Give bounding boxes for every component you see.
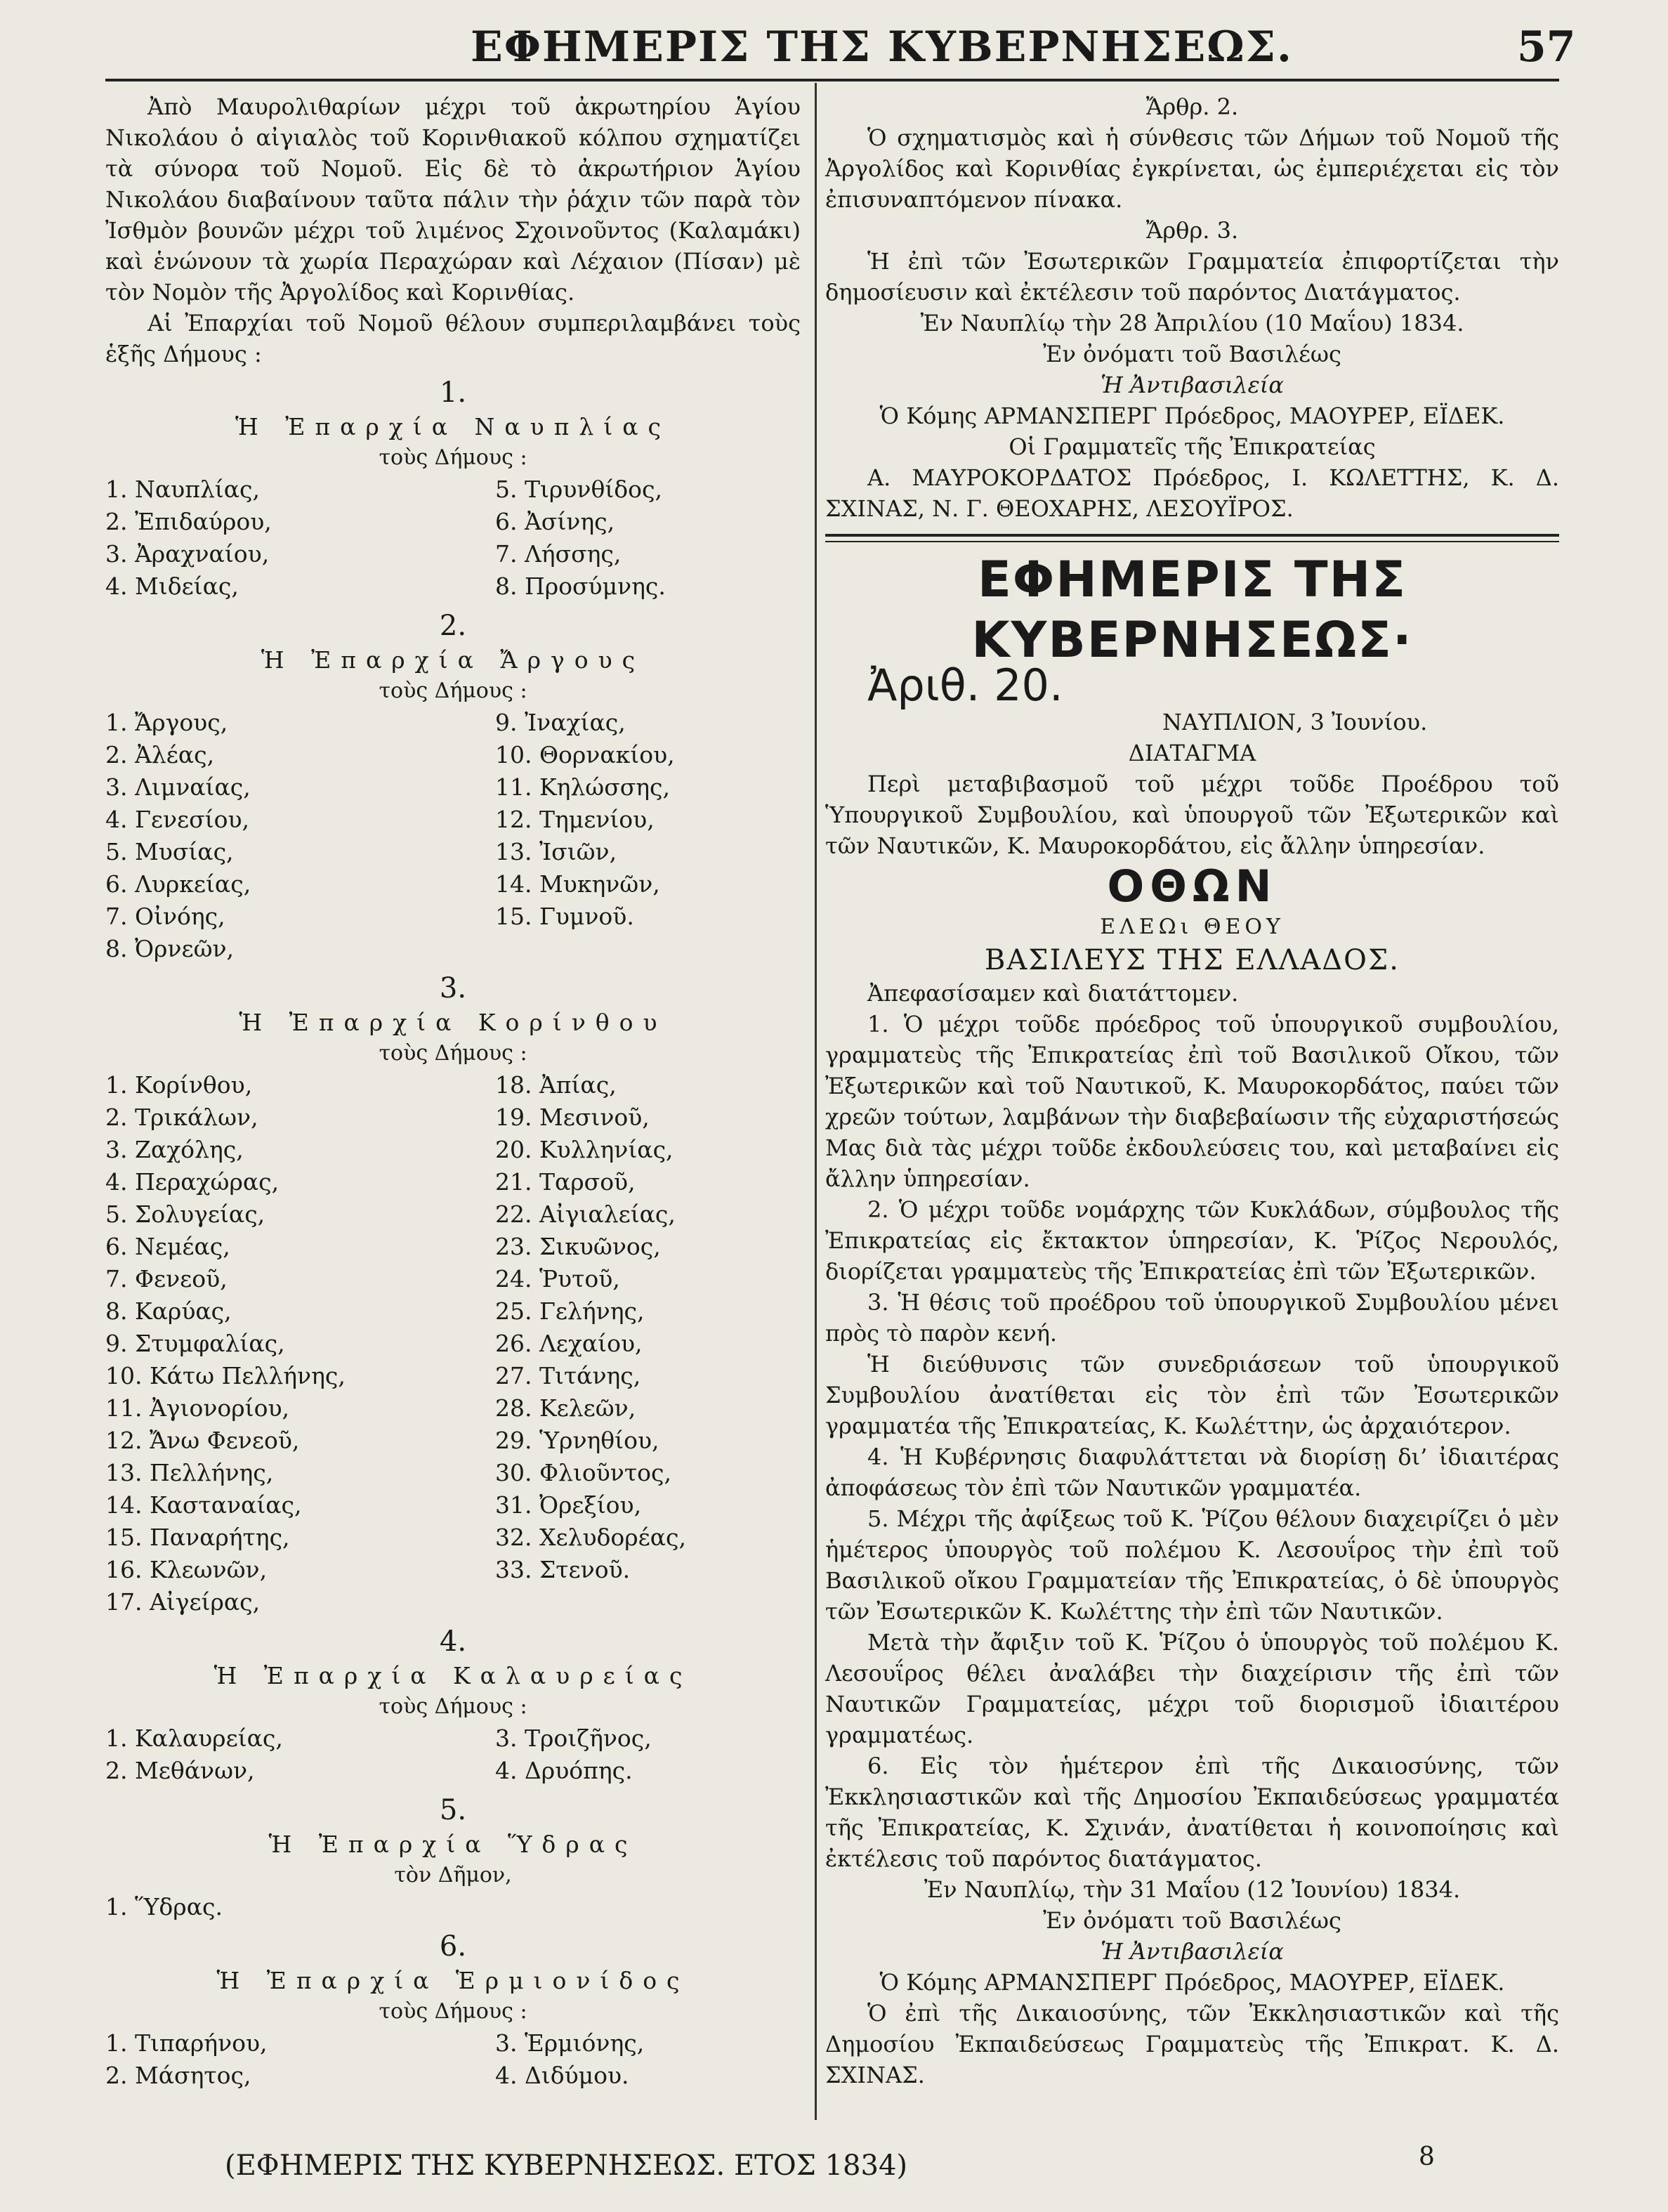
table-row [105,1554,801,1586]
table-row [105,836,801,868]
table-row [105,1586,801,1618]
table-row [105,1328,801,1360]
page-number: 57 [1517,22,1576,72]
article-2-heading: Ἄρθρ. 2. [1145,93,1239,120]
right-column [825,91,1559,2090]
regency-1: Ἡ Ἀντιβασιλεία [1101,372,1284,398]
eparchy-subtitle: τοὺς Δήμους : [379,1041,527,1066]
table-row [105,1198,801,1231]
demos-cell: 4. Γενεσίου, [105,806,250,833]
eparchy-sections [105,374,801,2092]
secretaries-names: Α. ΜΑΥΡΟΚΟΡΔΑΤΟΣ Πρόεδρος, Ι. ΚΩΛΕΤΤΗΣ, Κ. Δ. ΣΧΙΝΑΣ, Ν. Γ. ΘΕΟΧΑΡΗΣ, ΛΕΣΟΥΪΡΟΣ. [825,464,1559,522]
demos-cell: 11. Ἀγιονορίου, [105,1394,290,1422]
demos-cell: 14. Μυκηνῶν, [495,870,660,898]
table-row [105,1069,801,1101]
demos-cell: 3. Ἀραχναίου, [105,540,270,568]
left-column [105,91,801,2092]
closing-signature: Ὁ ἐπὶ τῆς Δικαιοσύνης, τῶν Ἐκκλησιαστικῶν καὶ τῆς Δημοσίου Ἐκπαιδεύσεως Γραμματεὺς τῆς Ἐπικρατ. Κ. Δ. ΣΧΙΝΑΣ. [825,2000,1559,2088]
table-row [105,901,801,933]
demos-cell: 6. Λυρκείας, [105,870,251,898]
demoi-table [105,1069,801,1618]
demos-cell: 7. Λήσσης, [495,540,622,568]
table-row [105,868,801,901]
decree-paragraph: 4. Ἡ Κυβέρνησις διαφυλάττεται νὰ διορίσῃ δι’ ἰδιαιτέρας ἀποφάσεως τὸν ἐπὶ τῶν Ναυτικῶν γραμματέα. [825,1444,1559,1501]
table-row [105,1166,801,1198]
demos-cell: 32. Χελυδορέας, [495,1524,687,1551]
demos-cell: 1. Ὕδρας. [105,1893,223,1920]
table-row [105,1134,801,1166]
section-number: 2. [439,610,467,642]
demos-cell: 25. Γελήνης, [495,1297,645,1325]
demos-cell: 29. Ὑρνηθίου, [495,1427,659,1454]
demos-cell: 2. Μεθάνων, [105,1757,255,1784]
demos-cell: 12. Ἄνω Φενεοῦ, [105,1427,300,1454]
demos-cell: 5. Μυσίας, [105,838,234,865]
in-name-of-king-1: Ἐν ὀνόματι τοῦ Βασιλέως [1043,341,1341,367]
table-row [105,473,801,506]
king-name: ΟΘΩΝ [1107,860,1278,912]
demoi-table [105,707,801,965]
diatagma-heading: ΔΙΑΤΑΓΜΑ [1128,740,1256,766]
demos-cell: 6. Νεμέας, [105,1233,230,1260]
section-number: 6. [439,1930,467,1963]
table-row [105,1521,801,1554]
regents-1: Ὁ Κόμης ΑΡΜΑΝΣΠΕΡΓ Πρόεδρος, ΜΑΟΥΡΕΡ, ΕΪΔΕΚ. [879,403,1505,429]
table-row [105,739,801,771]
eparchies-intro: Αἱ Ἐπαρχίαι τοῦ Νομοῦ θέλουν συμπεριλαμβάνει τοὺς ἑξῆς Δήμους : [105,310,801,367]
decree-subject: Περὶ μεταβιβασμοῦ τοῦ μέχρι τοῦδε Προέδρου τοῦ Ὑπουργικοῦ Συμβουλίου, καὶ ὑπουργοῦ τῶν Ἐξωτερικῶν καὶ τῶν Ναυτικῶν, Κ. Μαυροκορδάτου, εἰς ἄλλην ὑπηρεσίαν. [825,771,1559,859]
table-row [105,1722,801,1755]
eparchy-title: Ἡ Ἐπαρχία Κορίνθου [239,1009,667,1036]
table-row [105,1425,801,1457]
table-row [105,538,801,570]
demos-cell: 13. Πελλήνης, [105,1459,274,1486]
sheet-number: 8 [1419,2142,1435,2171]
demos-cell: 1. Κορίνθου, [105,1071,253,1099]
demos-cell: 9. Ἰναχίας, [495,709,626,736]
demos-cell: 3. Ζαχόλης, [105,1136,244,1163]
header-rule [105,79,1559,81]
decree-date-1: Ἐν Ναυπλίῳ τὴν 28 Ἀπριλίου (10 Μαΐου) 1834. [920,310,1464,336]
demos-cell: 20. Κυλληνίας, [495,1136,674,1163]
demos-cell: 7. Φενεοῦ, [105,1265,228,1292]
table-row [105,1755,801,1787]
demos-cell: 27. Τιτάνης, [495,1362,641,1389]
demoi-table [105,1722,801,1787]
page-header [0,0,1668,77]
demos-cell: 5. Σολυγείας, [105,1200,265,1228]
decide-line: Ἀπεφασίσαμεν καὶ διατάττομεν. [867,980,1239,1007]
article-2-text: Ὁ σχηματισμὸς καὶ ἡ σύνθεσις τῶν Δήμων τοῦ Νομοῦ τῆς Ἀργολίδος καὶ Κορινθίας ἐγκρίνεται, ὡς ἐμπεριέχεται εἰς τὸν ἐπισυναπτόμενον πίνακα. [825,124,1559,213]
eparchy-title: Ἡ Ἐπαρχία Καλαυρείας [214,1662,692,1689]
demos-cell: 2. Ἀλέας, [105,741,215,768]
decree-paragraph: Ἡ διεύθυνσις τῶν συνεδριάσεων τοῦ ὑπουργικοῦ Συμβουλίου ἀνατίθεται εἰς τὸν ἐπὶ τῶν Ἐσωτερικῶν γραμματέα τῆς Ἐπικρατείας, Κ. Κωλέττην, ὡς ἀρχαιότερον. [825,1351,1559,1439]
demos-cell [453,933,801,965]
grace-of-god: ΕΛΕΩι ΘΕΟΥ [1100,915,1285,939]
demos-cell: 2. Ἐπιδαύρου, [105,508,272,535]
table-row [105,2060,801,2092]
demos-cell: 4. Μιδείας, [105,572,239,600]
table-row [105,1457,801,1489]
demos-cell: 8. Καρύας, [105,1297,232,1325]
table-row [105,2027,801,2060]
demos-cell: 8. Ὀρνεῶν, [105,935,235,962]
intro-paragraph: Ἀπὸ Μαυρολιθαρίων μέχρι τοῦ ἀκρωτηρίου Ἁγίου Νικολάου ὁ αἰγιαλὸς τοῦ Κορινθιακοῦ κόλπου σχηματίζει τὰ σύνορα τοῦ Νομοῦ. Εἰς δὲ τὸ ἀκρωτήριον Ἁγίου Νικολάου διαβαίνουν ταῦτα πάλιν τὴν ῥάχιν τῶν παρὰ τὸν Ἰσθμὸν βουνῶν μέχρι τοῦ λιμένος Σχοινοῦντος (Καλαμάκι) καὶ ἑνώνουν τὰ χωρία Περαχώραν καὶ Λέχαιον (Πίσαν) μὲ τὸν Νομὸν τῆς Ἀργολίδος καὶ Κορινθίας. [105,93,801,306]
issue-line [825,660,1559,738]
section-number: 1. [439,377,467,409]
demoi-table [105,1891,801,1923]
demos-cell: 6. Ἀσίνης, [495,508,615,535]
demos-cell: 4. Δρυόπης. [495,1757,633,1784]
eparchy-title: Ἡ Ἐπαρχία Ὕδρας [268,1831,638,1858]
table-row [105,1231,801,1263]
demos-cell: 9. Στυμφαλίας, [105,1330,285,1357]
demos-cell: 18. Ἀπίας, [495,1071,617,1099]
table-row [105,570,801,603]
column-divider [815,83,817,2120]
demos-cell: 3. Λιμναίας, [105,773,251,801]
demos-cell: 1. Τιπαρήνου, [105,2029,268,2057]
king-title: ΒΑΣΙΛΕΥΣ ΤΗΣ ΕΛΛΑΔΟΣ. [985,944,1400,976]
table-row [105,1392,801,1425]
article-3-heading: Ἄρθρ. 3. [1145,217,1239,244]
decree-paragraph: 2. Ὁ μέχρι τοῦδε νομάρχης τῶν Κυκλάδων, σύμβουλος τῆς Ἐπικρατείας εἰς ἔκτακτον ὑπηρεσίαν, Κ. Ῥίζος Νερουλός, διορίζεται γραμματεὺς τῆς Ἐπικρατείας ἐπὶ τῶν Ἐξωτερικῶν. [825,1196,1559,1285]
demos-cell: 3. Ἑρμιόνης, [495,2029,645,2057]
decree-paragraph: 5. Μέχρι τῆς ἀφίξεως τοῦ Κ. Ῥίζου θέλουν διαχειρίζει ὁ μὲν ἡμέτερος ὑπουργὸς τοῦ πολέμου Κ. Λεσουΐρος τὴν ἐπὶ τοῦ Βασιλικοῦ οἴκου Γραμματείαν τῆς Ἐπικρατείας, ὁ δὲ ὑπουργὸς τῶν Ἐσωτερικῶν Κ. Κωλέττης τὴν ἐπὶ τῶν Ναυτικῶν. [825,1505,1559,1625]
section-number: 3. [439,972,467,1004]
eparchy-subtitle: τὸν Δῆμον, [394,1863,512,1887]
demos-cell: 17. Αἰγείρας, [105,1588,261,1616]
table-row [105,707,801,739]
article-3-text: Ἡ ἐπὶ τῶν Ἐσωτερικῶν Γραμματεία ἐπιφορτίζεται τὴν δημοσίευσιν καὶ ἐκτέλεσιν τοῦ παρόντος Διατάγματος. [825,248,1559,306]
secretaries-heading: Οἱ Γραμματεῖς τῆς Ἐπικρατείας [1009,433,1376,460]
demos-cell: 10. Θορνακίου, [495,741,675,768]
eparchy-subtitle: τοὺς Δήμους : [379,679,527,703]
section-number: 4. [439,1625,467,1658]
decree-paragraph: 6. Εἰς τὸν ἡμέτερον ἐπὶ τῆς Δικαιοσύνης, τῶν Ἐκκλησιαστικῶν καὶ τῆς Δημοσίου Ἐκπαιδεύσεως γραμματέα τῆς Ἐπικρατείας, Κ. Σχινάν, ἀνατίθεται ἡ κοινοποίησις καὶ ἐκτέλεσις τοῦ παρόντος διατάγματος. [825,1753,1559,1872]
running-title: ΕΦΗΜΕΡΙΣ ΤΗΣ ΚΥΒΕΡΝΗΣΕΩΣ. [471,22,1293,72]
in-name-of-king-2: Ἐν ὀνόματι τοῦ Βασιλέως [1043,1907,1341,1934]
table-row [105,1891,801,1923]
demos-cell: 26. Λεχαίου, [495,1330,643,1357]
demos-cell: 8. Προσύμνης. [495,572,666,600]
demos-cell: 13. Ἰσιῶν, [495,838,617,865]
demos-cell: 24. Ῥυτοῦ, [495,1265,620,1292]
demos-cell: 15. Παναρήτης, [105,1524,290,1551]
table-row [105,771,801,804]
decree-paragraph: 3. Ἡ θέσις τοῦ προέδρου τοῦ ὑπουργικοῦ Συμβουλίου μένει πρὸς τὸ παρὸν κενή. [825,1289,1559,1347]
eparchy-title: Ἡ Ἐπαρχία Ἄργους [261,646,645,674]
table-row [105,1360,801,1392]
demos-cell: 12. Τημενίου, [495,806,655,833]
demos-cell: 2. Τρικάλων, [105,1104,258,1131]
eparchy-subtitle: τοὺς Δήμους : [379,1694,527,1719]
table-row [105,506,801,538]
demos-cell: 30. Φλιοῦντος, [495,1459,671,1486]
table-row [105,1489,801,1521]
decree-paragraph: 1. Ὁ μέχρι τοῦδε πρόεδρος τοῦ ὑπουργικοῦ συμβουλίου, γραμματεὺς τῆς Ἐπικρατείας ἐπὶ τοῦ Βασιλικοῦ Οἴκου, τῶν Ἐξωτερικῶν καὶ τοῦ Ναυτικοῦ, Κ. Μαυροκορδάτος, παύει τῶν χρεῶν τούτων, λαμβάνων τὴν διαβεβαίωσιν τῆς εὐχαριστήσεώς Μας διὰ τὰς μέχρι τοῦδε ἐκδουλεύσεις του, καὶ μεταβαίνει εἰς ἄλλην ὑπηρεσίαν. [825,1011,1559,1192]
table-row [105,1101,801,1134]
demoi-table [105,2027,801,2092]
demos-cell [453,1586,801,1618]
demos-cell: 5. Τιρυνθίδος, [495,476,662,503]
eparchy-subtitle: τοὺς Δήμους : [379,1999,527,2024]
demos-cell: 23. Σικυῶνος, [495,1233,661,1260]
regency-2: Ἡ Ἀντιβασιλεία [1101,1938,1284,1965]
demos-cell: 16. Κλεωνῶν, [105,1556,268,1583]
footer-caption: (ΕΦΗΜΕΡΙΣ ΤΗΣ ΚΥΒΕΡΝΗΣΕΩΣ. ΕΤΟΣ 1834) [225,2149,908,2182]
demos-cell: 4. Διδύμου. [495,2062,629,2089]
issue-title: ΕΦΗΜΕΡΙΣ ΤΗΣ ΚΥΒΕΡΝΗΣΕΩΣ· [971,551,1413,669]
regents-2: Ὁ Κόμης ΑΡΜΑΝΣΠΕΡΓ Πρόεδρος, ΜΑΟΥΡΕΡ, ΕΪΔΕΚ. [879,1969,1505,1996]
section-number: 5. [439,1794,467,1826]
demos-cell: 14. Κασταναίας, [105,1491,302,1519]
demos-cell: 4. Περαχώρας, [105,1168,280,1196]
demos-cell: 2. Μάσητος, [105,2062,251,2089]
demos-cell: 11. Κηλώσσης, [495,773,671,801]
demos-cell: 10. Κάτω Πελλήνης, [105,1362,346,1389]
demos-cell: 28. Κελεῶν, [495,1394,636,1422]
demos-cell: 21. Ταρσοῦ, [495,1168,636,1196]
section-divider [825,534,1559,542]
table-row [105,1295,801,1328]
table-row [105,804,801,836]
demos-cell: 31. Ὀρεξίου, [495,1491,642,1519]
eparchy-subtitle: τοὺς Δήμους : [379,445,527,470]
eparchy-title: Ἡ Ἐπαρχία Ἑρμιονίδος [216,1967,690,1994]
demos-cell: 33. Στενοῦ. [495,1556,631,1583]
demos-cell: 19. Μεσινοῦ, [495,1104,650,1131]
table-row [105,933,801,965]
demos-cell: 1. Ἄργους, [105,709,228,736]
demos-cell: 22. Αἰγιαλείας, [495,1200,676,1228]
demos-cell [453,1891,801,1923]
demoi-table [105,473,801,603]
eparchy-title: Ἡ Ἐπαρχία Ναυπλίας [235,413,671,440]
decree-date-2: Ἐν Ναυπλίῳ, τὴν 31 Μαΐου (12 Ἰουνίου) 1834. [924,1876,1461,1903]
issue-number: Ἀριθ. 20. [867,660,1063,711]
dateline: ΝΑΥΠΛΙΟΝ, 3 Ἰουνίου. [1162,709,1428,735]
decree-paragraphs [825,1009,1559,1874]
demos-cell: 15. Γυμνοῦ. [495,903,634,930]
demos-cell: 7. Οἰνόης, [105,903,225,930]
demos-cell: 1. Ναυπλίας, [105,476,260,503]
decree-paragraph: Μετὰ τὴν ἄφιξιν τοῦ Κ. Ῥίζου ὁ ὑπουργὸς τοῦ πολέμου Κ. Λεσουΐρος θέλει ἀναλάβει τὴν διαχείρισιν τῆς ἐπὶ τῶν Ναυτικῶν Γραμματείας, μέχρι τοῦ διορισμοῦ ἰδιαιτέρου γραμματέως. [825,1629,1559,1748]
demos-cell: 1. Καλαυρείας, [105,1725,283,1752]
table-row [105,1263,801,1295]
demos-cell: 3. Τροιζῆνος, [495,1725,652,1752]
